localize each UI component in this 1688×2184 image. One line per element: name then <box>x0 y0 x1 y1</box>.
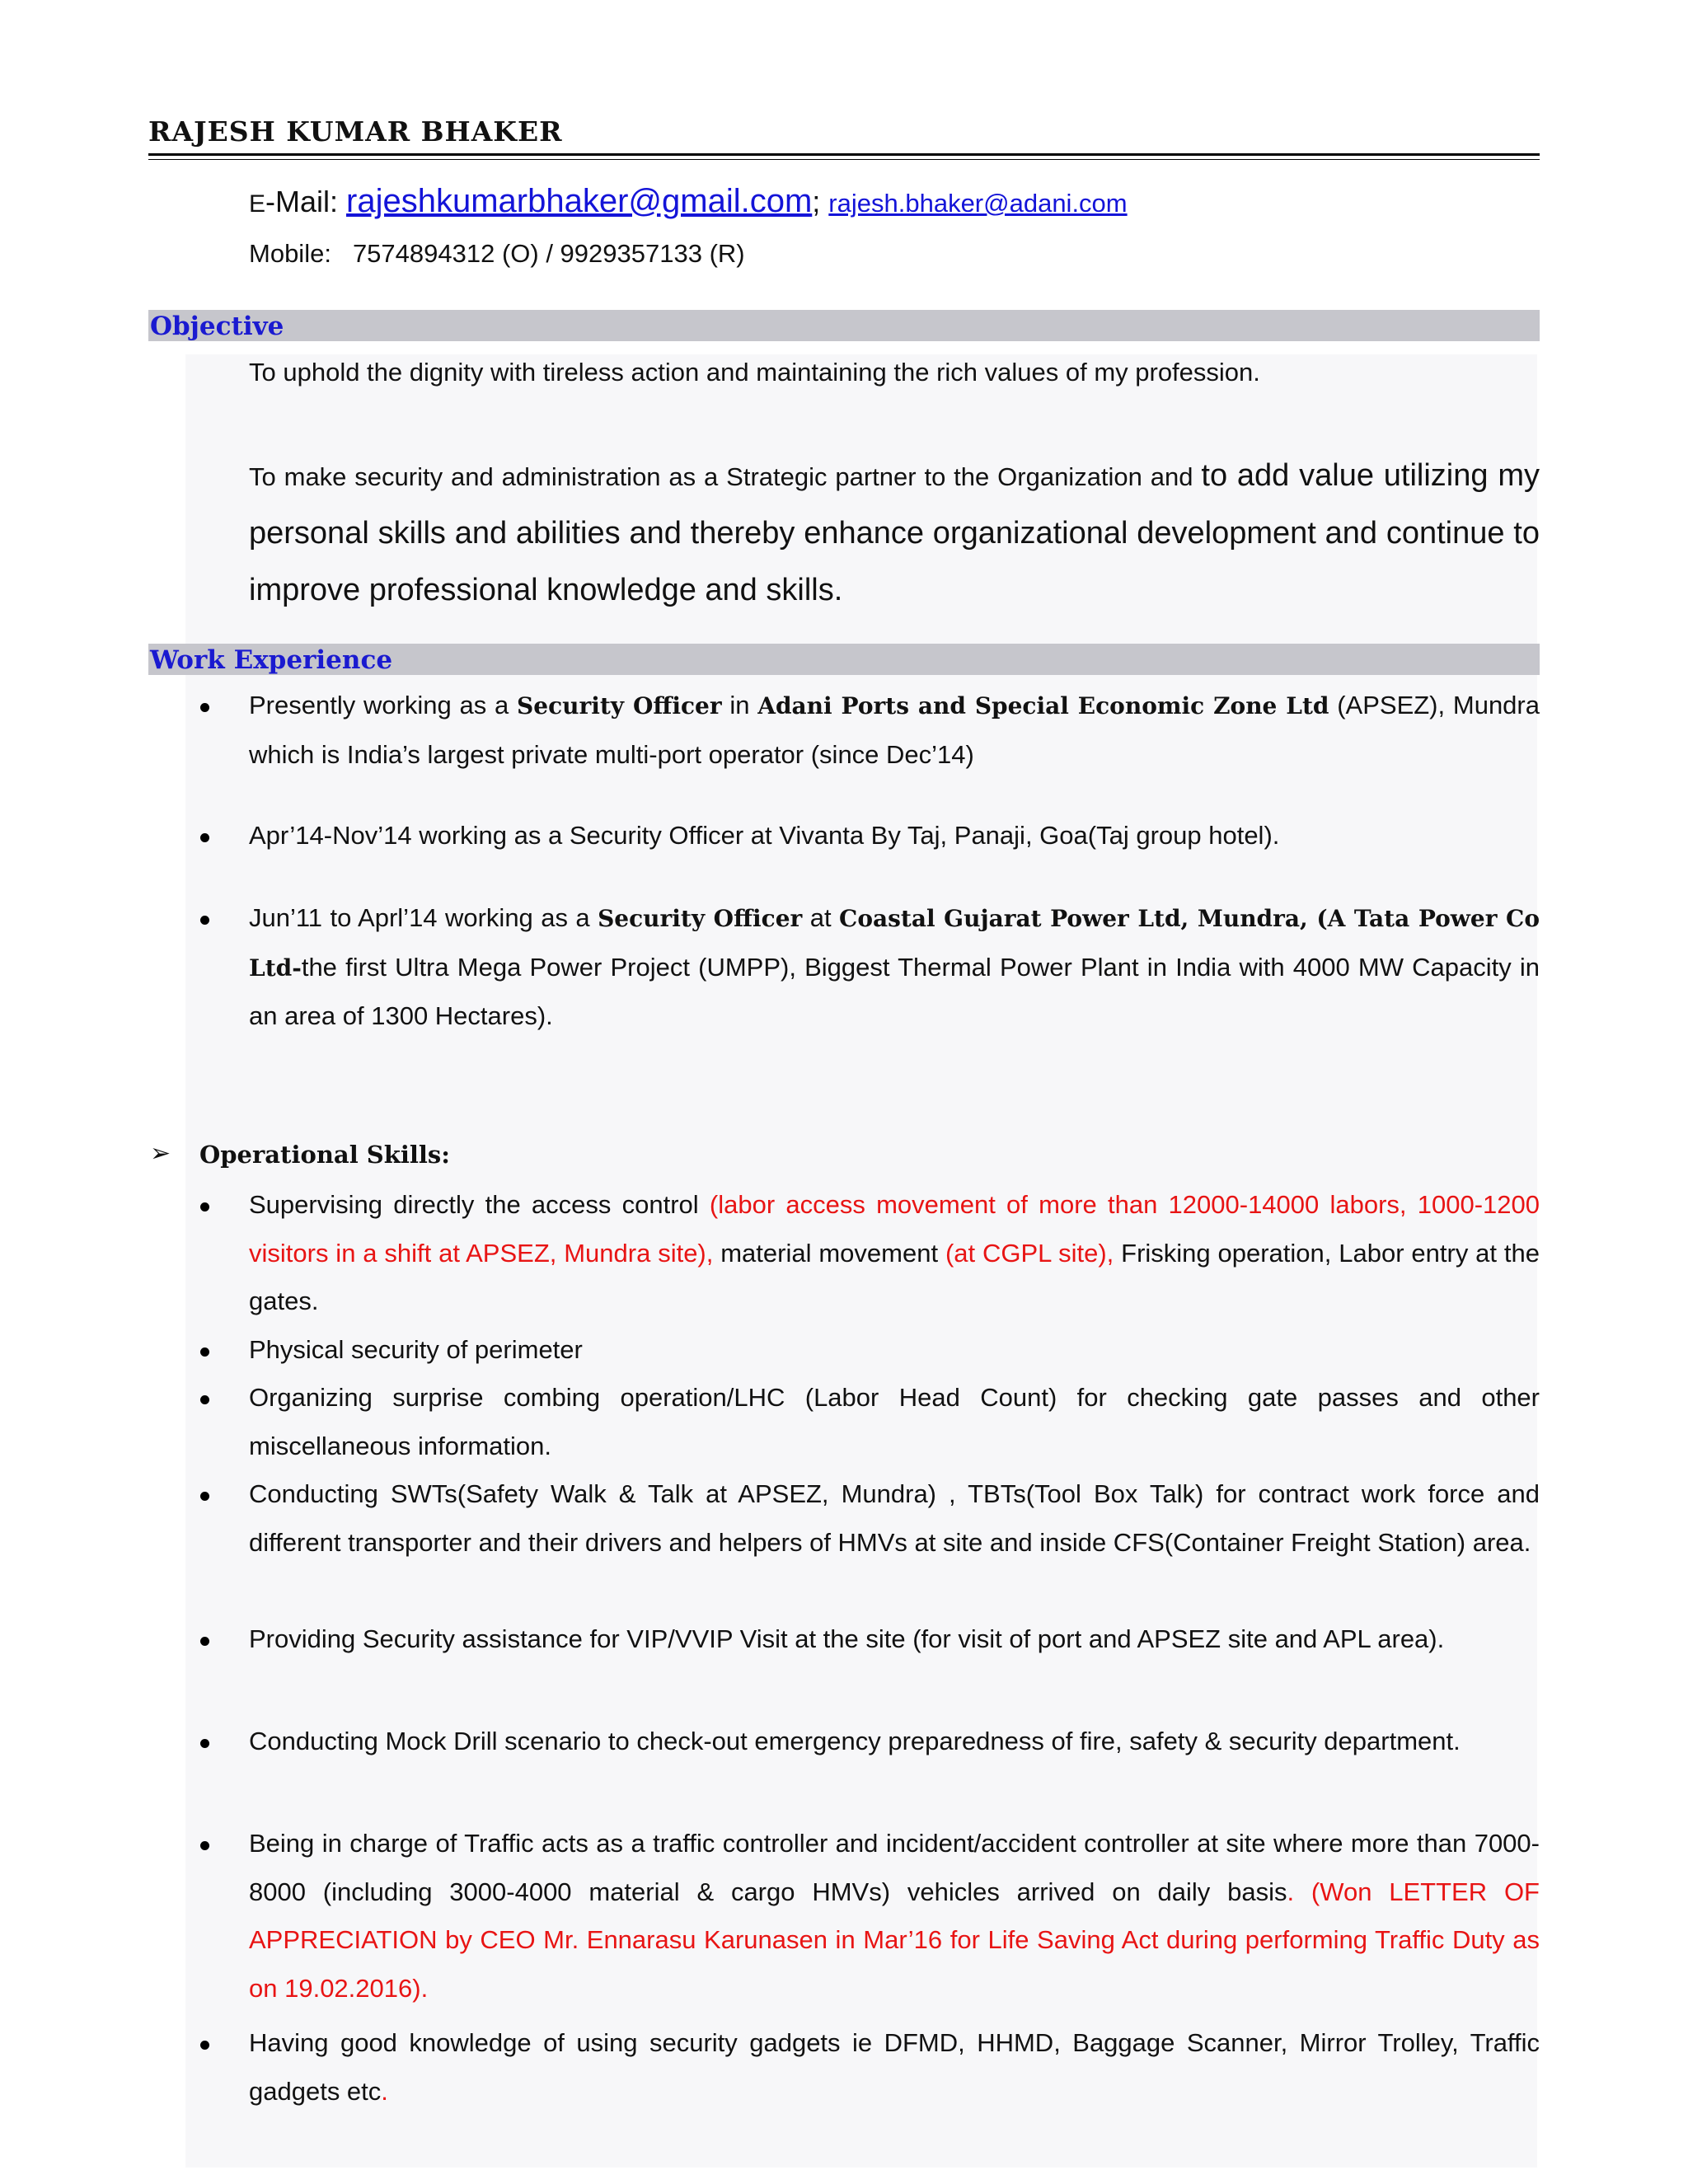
bullet-icon <box>200 916 209 925</box>
objective-title: Objective <box>150 312 284 341</box>
email-link-secondary[interactable]: rajesh.bhaker@adani.com <box>828 189 1128 218</box>
candidate-name: RAJESH KUMAR BHAKER <box>148 115 563 148</box>
bullet-icon <box>200 703 209 712</box>
bullet-icon <box>200 1202 209 1212</box>
mobile-value: 7574894312 (O) / 9929357133 (R) <box>352 239 745 268</box>
email-label: E-Mail: <box>249 185 347 218</box>
mobile-label: Mobile: <box>249 239 331 268</box>
work-item-text: Presently working as a Security Officer in Adani Ports and Special Economic Zone Ltd (APSEZ), Mundra which is India’s largest private multi-port operator (since Dec’14) <box>249 691 1540 769</box>
objective-section-header <box>148 310 1540 341</box>
skill-item-text: Physical security of perimeter <box>249 1335 583 1364</box>
email-separator: ; <box>812 185 829 218</box>
bullet-icon <box>200 1492 209 1501</box>
bullet-icon <box>200 1841 209 1850</box>
work-item-text: Apr’14-Nov’14 working as a Security Officer at Vivanta By Taj, Panaji, Goa(Taj group hotel). <box>249 821 1280 850</box>
work-item-text: Jun’11 to Aprl’14 working as a Security Officer at Coastal Gujarat Power Ltd, Mundra, (A Tata Power Co Ltd-the first Ultra Mega Power Project (UMPP), Biggest Thermal Power Plant in India with 4000 MW Capacity in an area of 1300 Hectares). <box>249 903 1540 1030</box>
skill-item-text: Providing Security assistance for VIP/VVIP Visit at the site (for visit of port and APSEZ site and APL area). <box>249 1624 1445 1653</box>
bullet-icon <box>200 1637 209 1646</box>
mobile-line <box>249 239 745 269</box>
objective-line-1: To uphold the dignity with tireless action and maintaining the rich values of my profession. <box>249 358 1260 387</box>
skill-item-text: Supervising directly the access control (labor access movement of more than 12000-14000 labors, 1000-1200 visitors in a shift at APSEZ, Mundra site), material movement (at CGPL site), Frisking operation, Labor entry at the gates. <box>249 1190 1540 1315</box>
bullet-icon <box>200 1395 209 1404</box>
bullet-icon <box>200 1739 209 1748</box>
resume-page <box>148 0 1540 2184</box>
operational-skills-title: Operational Skills: <box>199 1141 450 1169</box>
skill-item-text: Conducting Mock Drill scenario to check-out emergency preparedness of fire, safety & security department. <box>249 1727 1461 1755</box>
skill-item-text: Having good knowledge of using security gadgets ie DFMD, HHMD, Baggage Scanner, Mirror Trolley, Traffic gadgets etc. <box>249 2028 1540 2106</box>
objective-line-2: To make security and administration as a Strategic partner to the Organization and to add value utilizing my personal skills and abilities and thereby enhance organizational development and continue to improve professional knowledge and skills. <box>249 458 1540 607</box>
work-section-header <box>148 644 1540 675</box>
arrow-bullet-icon: ➢ <box>150 1140 171 1167</box>
skill-item-text: Being in charge of Traffic acts as a traffic controller and incident/accident controller at site where more than 7000-8000 (including 3000-4000 material & cargo HMVs) vehicles arrived on daily basis. (Won LETTER OF APPRECIATION by CEO Mr. Ennarasu Karunasen in Mar’16 for Life Saving Act during performing Traffic Duty as on 19.02.2016). <box>249 1829 1540 2003</box>
skill-item-text: Conducting SWTs(Safety Walk & Talk at APSEZ, Mundra) , TBTs(Tool Box Talk) for contract work force and different transporter and their drivers and helpers of HMVs at site and inside CFS(Container Freight Station) area. <box>249 1479 1540 1557</box>
bullet-icon <box>200 1347 209 1357</box>
bullet-icon <box>200 2041 209 2050</box>
email-link-primary[interactable]: rajeshkumarbhaker@gmail.com <box>346 183 813 219</box>
operational-skills-heading <box>148 1141 808 1174</box>
work-title: Work Experience <box>150 645 393 675</box>
email-line <box>249 183 1128 220</box>
header-rule-thin <box>148 159 1540 160</box>
header-rule-thick <box>148 153 1540 156</box>
bullet-icon <box>200 833 209 842</box>
skill-item-text: Organizing surprise combing operation/LHC (Labor Head Count) for checking gate passes and other miscellaneous information. <box>249 1383 1540 1460</box>
